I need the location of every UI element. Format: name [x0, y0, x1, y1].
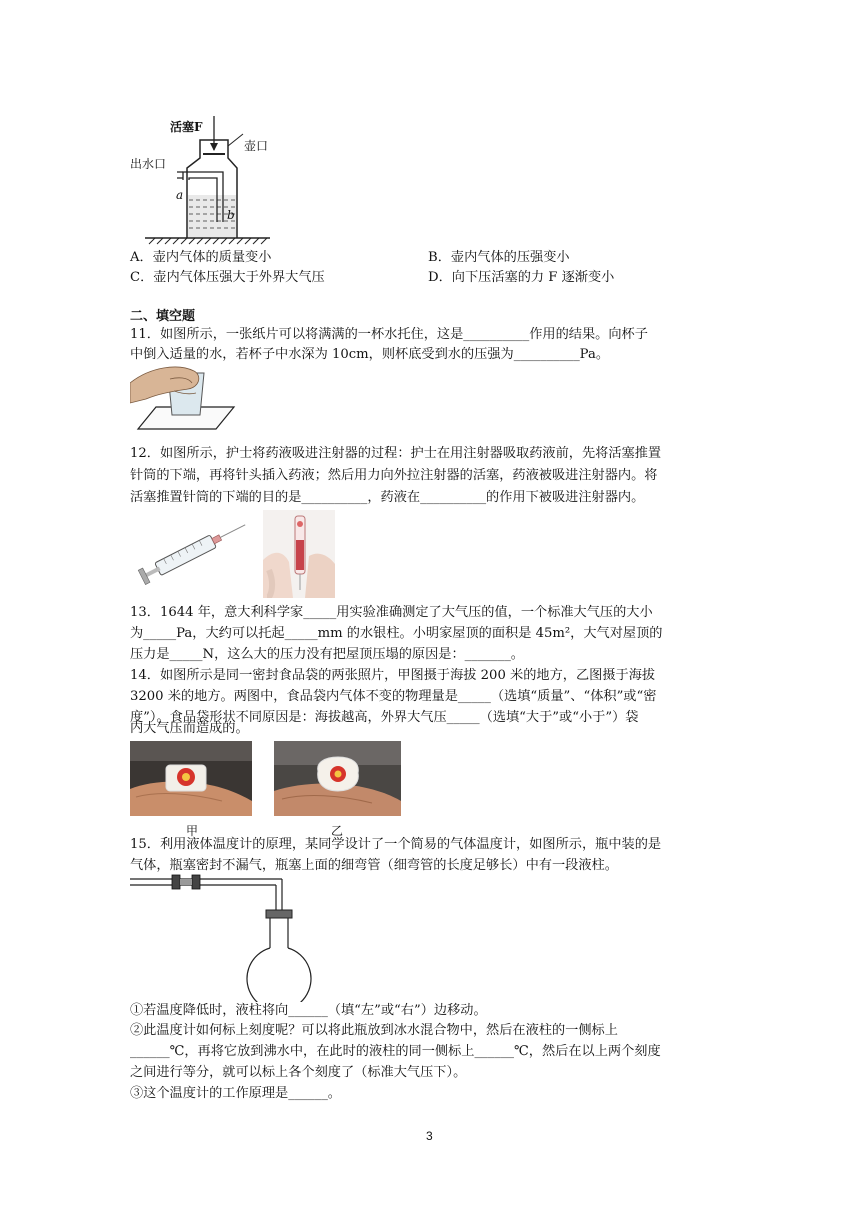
q15-sub-2: ②此温度计如何标上刻度呢？可以将此瓶放到冰水混合物中，然后在液柱的一侧标上: [130, 1023, 618, 1038]
q11-cup-paper-figure: [130, 363, 236, 433]
q12-line-3: 活塞推置针筒的下端的目的是__________，药液在__________的作用下被吸进注射器内。: [130, 490, 645, 505]
q11-line-2: 中倒入适量的水，若杯子中水深为 10cm，则杯底受到水的压强为__________Pa。: [130, 347, 610, 362]
spout-label: 壶口: [244, 139, 269, 153]
q15-gas-thermometer-diagram: [130, 872, 330, 1002]
piston-label: 活塞F: [170, 120, 203, 134]
q14-caption-yi: 乙: [331, 824, 344, 838]
q12-line-1: 12．如图所示，护士将药液吸进注射器的过程：护士在用注射器吸取药液前，先将活塞推置: [130, 446, 662, 461]
q15-line-2: 气体，瓶塞密封不漏气，瓶塞上面的细弯管（细弯管的长度足够长）中有一段液柱。: [130, 858, 618, 873]
q12-line-2: 针筒的下端，再将针头插入药液；然后用力向外拉注射器的活塞，药液被吸进注射器内。将: [130, 468, 658, 483]
q10-pot-diagram: [125, 110, 365, 245]
q14-line-4: 内大气压而造成的。: [130, 721, 249, 736]
point-a-label: a: [176, 188, 184, 202]
q10-option-b: B．壶内气体的压强变小: [428, 250, 570, 265]
q13-line-1: 13．1644 年，意大利科学家_____用实验准确测定了大气压的值，一个标准大气压的大小: [130, 605, 653, 620]
point-b-label: b: [227, 208, 235, 222]
q14-line-3: 度”）。食品袋形状不同原因是：海拔越高，外界大气压_____（选填“大于”或“小于”）袋: [130, 710, 639, 725]
q15-sub-4: 之间进行等分，就可以标上各个刻度了（标准大气压下）。: [130, 1065, 467, 1080]
q14-caption-jia: 甲: [186, 824, 199, 838]
q14-photo-yi: [274, 741, 401, 816]
q12-nurse-photo: [263, 510, 335, 598]
page-number: 3: [426, 1129, 433, 1143]
q13-line-2: 为_____Pa，大约可以托起_____mm 的水银柱。小明家屋顶的面积是 45m²，大气对屋顶的: [130, 626, 663, 641]
q14-line-2: 3200 米的地方。两图中，食品袋内气体不变的物理量是_____（选填“质量”、“体积”或“密: [130, 689, 657, 704]
q10-option-a: A．壶内气体的质量变小: [130, 250, 272, 265]
outlet-label: 出水口: [130, 157, 167, 171]
q10-option-c: C．壶内气体压强大于外界大气压: [130, 270, 325, 285]
q13-line-3: 压力是_____N，这么大的压力没有把屋顶压塌的原因是：_______。: [130, 647, 524, 662]
q11-line-1: 11．如图所示，一张纸片可以将满满的一杯水托住，这是__________作用的结果。向杯子: [130, 327, 648, 342]
q15-sub-1: ①若温度降低时，液柱将向______（填“左”或“右”）边移动。: [130, 1003, 487, 1018]
q15-line-1: 15．利用液体温度计的原理，某同学设计了一个简易的气体温度计，如图所示，瓶中装的是: [130, 837, 662, 852]
section-title-fill-in: 二、填空题: [130, 309, 196, 324]
q14-photo-jia: [130, 741, 252, 816]
q15-sub-5: ③这个温度计的工作原理是______。: [130, 1086, 341, 1101]
q12-syringe-figure: [134, 512, 254, 592]
q10-option-d: D．向下压活塞的力 F 逐渐变小: [428, 270, 615, 285]
q15-sub-3: ______℃，再将它放到沸水中，在此时的液柱的同一侧标上______℃，然后在以上两个刻度: [130, 1044, 661, 1059]
q14-line-1: 14．如图所示是同一密封食品袋的两张照片，甲图摄于海拔 200 米的地方，乙图摄于海拔: [130, 668, 656, 683]
